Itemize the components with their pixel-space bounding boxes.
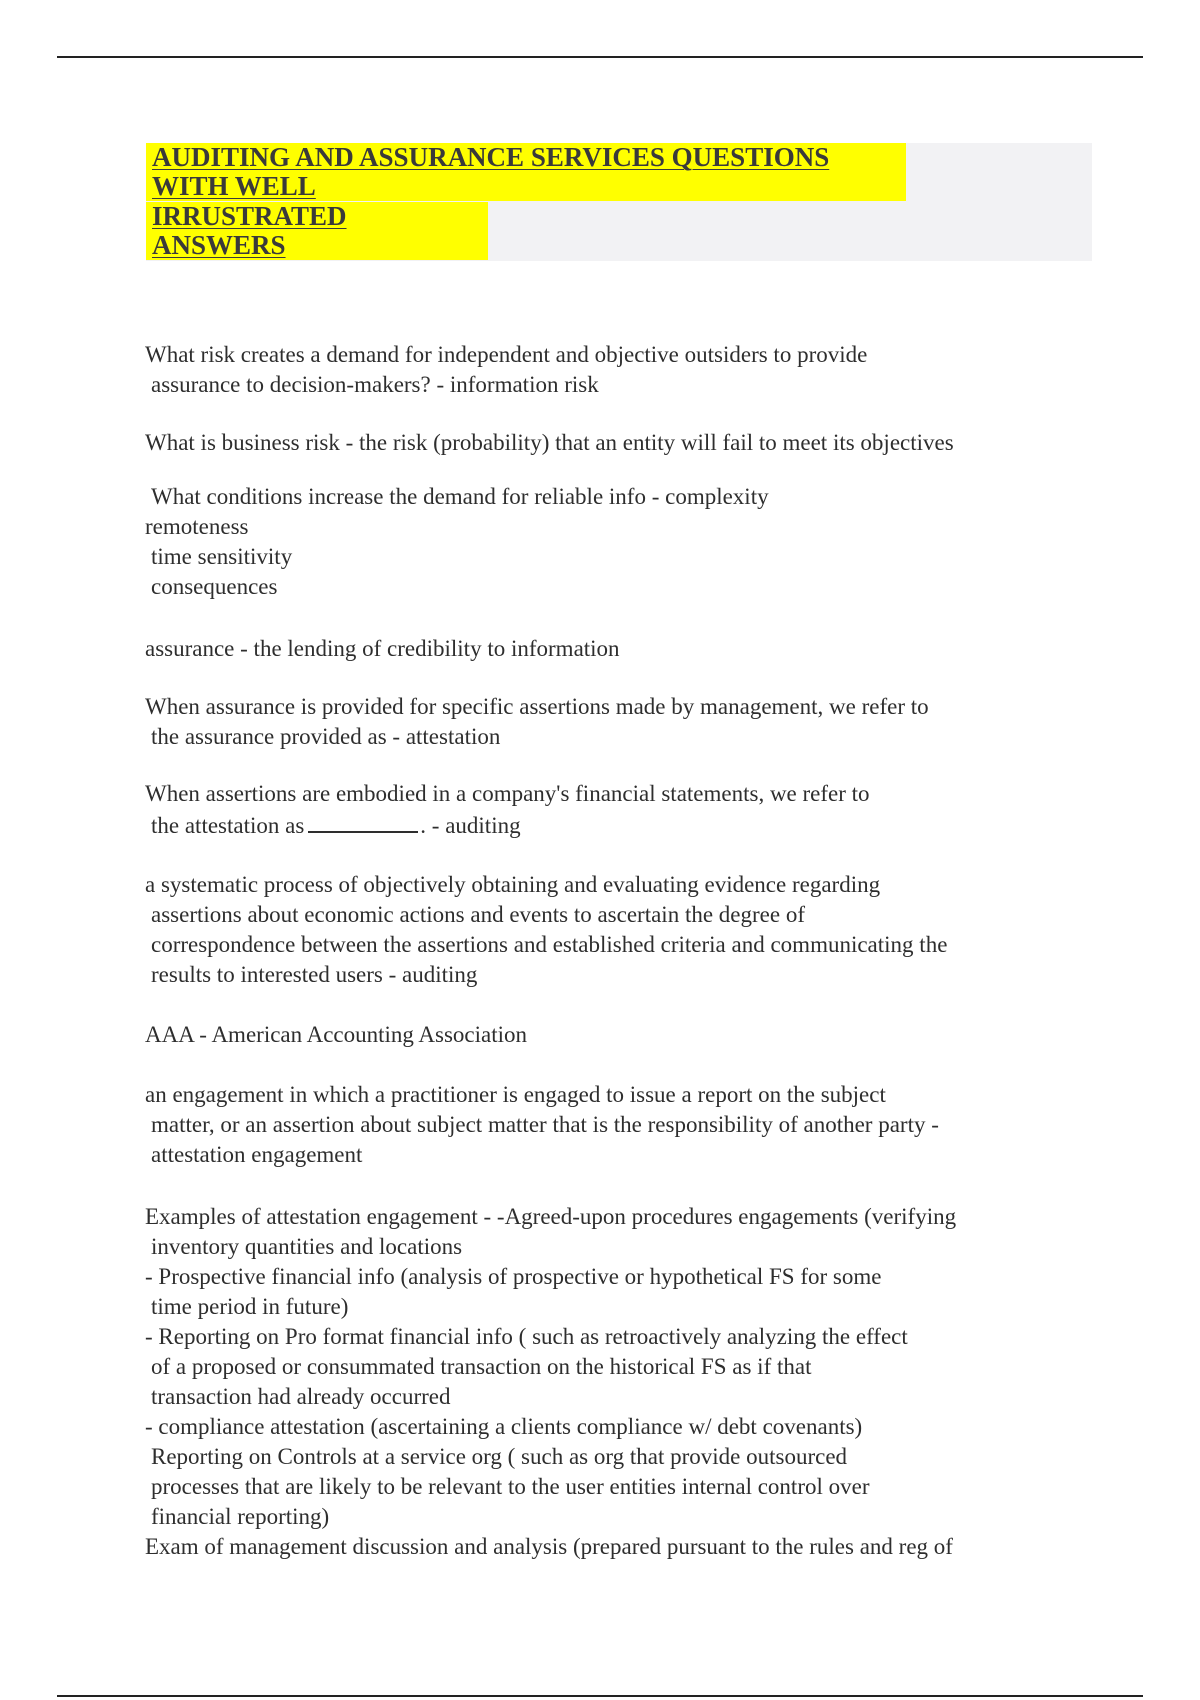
- qa-entry-attestation-engagement: [145, 1080, 939, 1170]
- qa-line: of a proposed or consummated transaction on the historical FS as if that: [151, 1354, 812, 1379]
- qa-line: Reporting on Controls at a service org ( such as org that provide outsourced: [151, 1444, 848, 1469]
- qa-line: - Reporting on Pro format financial info ( such as retroactively analyzing the effect: [145, 1324, 908, 1349]
- qa-line: Examples of attestation engagement - -Agreed-upon procedures engagements (verifying: [145, 1204, 957, 1229]
- qa-line: results to interested users - auditing: [151, 962, 478, 987]
- qa-line: assurance - the lending of credibility to information: [145, 636, 620, 661]
- qa-line: What is business risk - the risk (probability) that an entity will fail to meet its objectives: [145, 430, 954, 455]
- qa-line: When assertions are embodied in a company's financial statements, we refer to: [145, 781, 870, 806]
- qa-line: Exam of management discussion and analysis (prepared pursuant to the rules and reg of: [145, 1534, 953, 1559]
- top-rule: [57, 56, 1143, 58]
- qa-line: What risk creates a demand for independent and objective outsiders to provide: [145, 342, 868, 367]
- qa-entry-auditing-definition: [145, 870, 947, 990]
- qa-line: consequences: [151, 574, 278, 599]
- qa-line: correspondence between the assertions and established criteria and communicating the: [151, 932, 948, 957]
- qa-entry-attestation-examples: [145, 1202, 956, 1562]
- fill-in-blank: [308, 809, 418, 833]
- qa-line: - Prospective financial info (analysis of prospective or hypothetical FS for some: [145, 1264, 882, 1289]
- qa-line: When assurance is provided for specific assertions made by management, we refer to: [145, 694, 929, 719]
- qa-entry-business-risk: [145, 428, 954, 458]
- title-line-2: WITH WELL: [146, 172, 906, 201]
- qa-line: assurance to decision-makers? - information risk: [151, 372, 599, 397]
- qa-line: inventory quantities and locations: [151, 1234, 463, 1259]
- qa-entry-auditing-blank: [145, 779, 870, 841]
- title-line-1: AUDITING AND ASSURANCE SERVICES QUESTIONS: [146, 143, 906, 172]
- qa-line: a systematic process of objectively obtaining and evaluating evidence regarding: [145, 872, 881, 897]
- qa-entry-attestation: [145, 692, 929, 752]
- qa-entry-information-risk: [145, 340, 867, 400]
- qa-line: AAA - American Accounting Association: [145, 1022, 527, 1047]
- qa-line: the assurance provided as - attestation: [151, 724, 501, 749]
- bottom-rule: [57, 1695, 1143, 1697]
- qa-line: financial reporting): [151, 1504, 330, 1529]
- qa-line: - compliance attestation (ascertaining a clients compliance w/ debt covenants): [145, 1414, 863, 1439]
- qa-line: [145, 809, 870, 841]
- title-line-4: ANSWERS: [146, 231, 488, 260]
- qa-line: time sensitivity: [151, 544, 293, 569]
- qa-line: remoteness: [145, 514, 249, 539]
- qa-entry-aaa: [145, 1020, 527, 1050]
- qa-line: matter, or an assertion about subject matter that is the responsibility of another party -: [151, 1112, 939, 1137]
- document-title: [146, 143, 1092, 261]
- qa-line: an engagement in which a practitioner is engaged to issue a report on the subject: [145, 1082, 886, 1107]
- qa-text: . - auditing: [420, 813, 521, 838]
- qa-line: assertions about economic actions and events to ascertain the degree of: [151, 902, 805, 927]
- qa-text: the attestation as: [151, 813, 305, 838]
- qa-line: transaction had already occurred: [151, 1384, 451, 1409]
- qa-entry-reliable-info: [145, 482, 769, 602]
- qa-line: attestation engagement: [151, 1142, 363, 1167]
- qa-line: What conditions increase the demand for reliable info - complexity: [151, 484, 769, 509]
- qa-line: time period in future): [151, 1294, 349, 1319]
- title-line-3: IRRUSTRATED: [146, 202, 488, 231]
- qa-entry-assurance: [145, 634, 620, 664]
- qa-line: processes that are likely to be relevant to the user entities internal control over: [151, 1474, 870, 1499]
